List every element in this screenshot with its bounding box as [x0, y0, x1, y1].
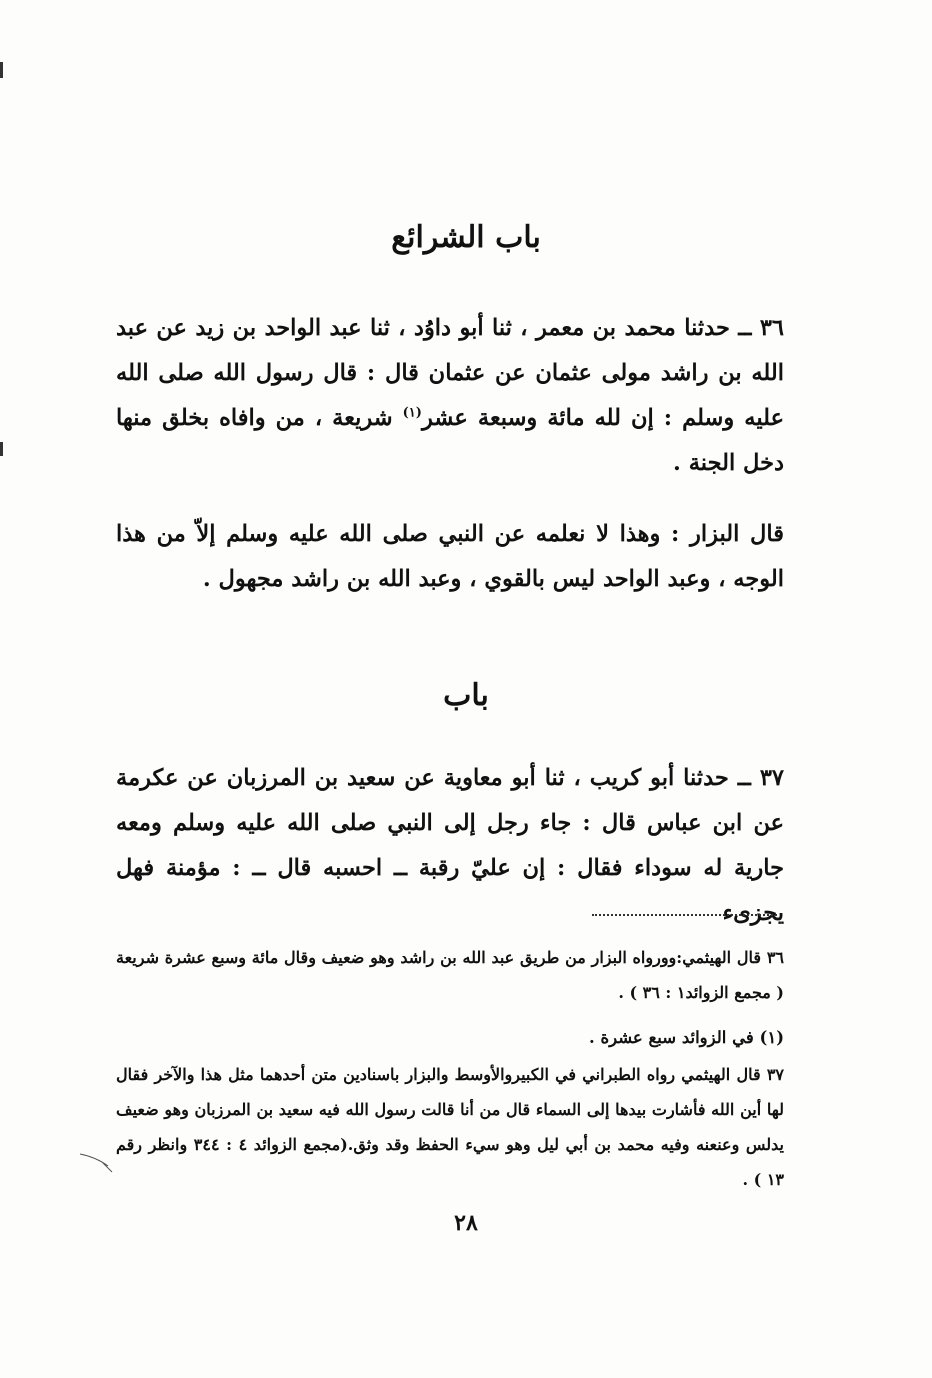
hadith-36-text: ٣٦ ــ حدثنا محمد بن معمر ، ثنا أبو داوُد ، ثنا عبد الواحد بن زيد عن عبد الله بن راشد مولى عثمان عن عثمان قال : قال رسول الله صلى الله عليه وسلم : إن لله مائة وسبعة عشر	[116, 315, 785, 431]
footnote-37: ٣٧ قال الهيثمي رواه الطبراني في الكبيروالأوسط والبزار باسنادين متن أحدهما مثل هذا والآخر فقال لها أين الله فأشارت بيدها إلى السماء قال من أنا قالت رسول الله فيه سعيد بن المرزبان وهو ضعيف يدلس وعنعنه وفيه محمد بن أبي ليل وهو سيء الحفظ وقد وثق.(مجمع الزوائد ٤ : ٣٤٤ وانظر رقم ١٣ ) .	[116, 1065, 785, 1189]
hadith-36-text-end: شريعة ، من وافاه بخلق منها دخل الجنة .	[116, 405, 784, 476]
footnote-1: (١) في الزوائد سبع عشرة .	[588, 1028, 784, 1047]
left-margin-mark	[0, 62, 3, 78]
bazzar-comment: قال البزار : وهذا لا نعلمه عن النبي صلى الله عليه وسلم إلاّ من هذا الوجه ، وعبد الواحد ليس بالقوي ، وعبد الله بن راشد مجهول .	[116, 521, 784, 592]
pen-mark-icon	[78, 1146, 118, 1176]
hadith-36	[116, 306, 784, 486]
left-margin-mark	[0, 442, 3, 456]
section-title-sharai: باب الشرائع	[391, 220, 541, 255]
page-number: ٢٨	[454, 1210, 478, 1236]
footnote-marker-1: (١)	[402, 405, 422, 421]
footnote-separator	[592, 914, 777, 916]
footnote-36: ٣٦ قال الهيثمي:وورواه البزار من طريق عبد الله بن راشد وهو ضعيف وقال مائة وسبع عشرة شريعة ( مجمع الزوائد١ : ٣٦ ) .	[116, 948, 784, 1002]
hadith-37: ٣٧ ــ حدثنا أبو كريب ، ثنا أبو معاوية عن سعيد بن المرزبان عن عكرمة عن ابن عباس قال : جاء رجل إلى النبي صلى الله عليه وسلم ومعه جارية له سوداء فقال : إن عليّ رقبة ــ احسبه قال ــ : مؤمنة فهل يجزىء	[116, 765, 784, 926]
section-title-bab: باب	[443, 678, 489, 713]
